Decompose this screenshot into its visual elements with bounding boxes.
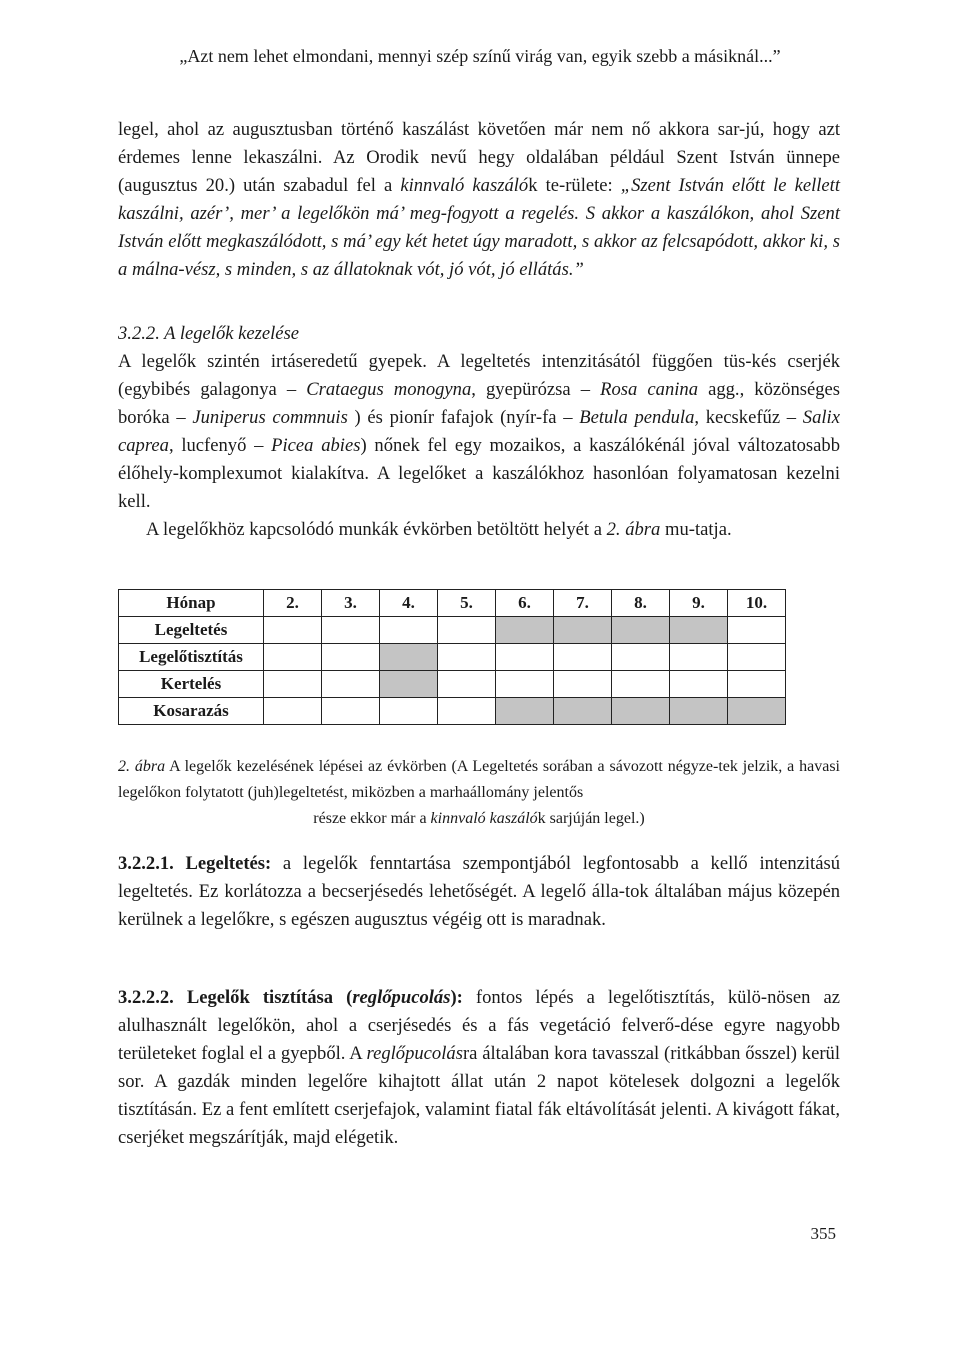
text: A legelők szintén irtáseredetű gyepek. A legeltetés intenzitásától függően tüs-kés cserjék (egybibés galagonya – [118,351,840,400]
section-number: 3.2.2.1. [118,853,174,874]
page-number: 355 [810,1224,836,1243]
empty-month-cell [322,617,380,644]
empty-month-cell [554,644,612,671]
empty-month-cell [728,671,786,698]
figure-caption [118,754,840,832]
empty-month-cell [438,617,496,644]
empty-month-cell [612,644,670,671]
term-text: Legelők tisztítása ( [186,987,353,1008]
empty-month-cell [322,698,380,725]
section-3-2-2 [118,320,840,544]
row-label: Legeltetés [119,617,264,644]
text: mu-tatja. [660,519,732,540]
filled-month-cell [496,698,554,725]
table-row [119,617,786,644]
empty-month-cell [612,671,670,698]
text: , gyepürózsa – [471,379,601,400]
italic-term: kinnvaló kaszáló [430,810,538,827]
empty-month-cell [438,698,496,725]
species-name: Salix caprea [118,407,840,456]
filled-month-cell [670,698,728,725]
figure-label: 2. ábra [118,758,166,775]
filled-month-cell [612,698,670,725]
table-row [119,671,786,698]
figure-ref: 2. ábra [606,519,661,540]
text: agg., közönséges boróka – [118,379,841,428]
month-header-cell: 6. [496,590,554,617]
section-3-2-2-2 [118,984,840,1152]
empty-month-cell [670,671,728,698]
text: legel, ahol az augusztusban történő kaszálást követően már nem nő akkora sar-jú, hogy azt érdemes lenne lekaszálni. Az Orodik nevű hegy oldalában például Szent István ünnepe (augusztus 20.) után szabadul fel a [118,119,840,196]
empty-month-cell [322,671,380,698]
header-cell-month: Hónap [119,590,264,617]
empty-month-cell [496,644,554,671]
quote: „Szent István előtt le kellett kaszálni, azér’, mer’ a legelőkön má’ meg-fogyott a regelés. S akkor a kaszálókon, ahol Szent István előtt megkaszálódott, s má’ egy két hetet úgy maradott, s akkor az felcsapódott, akkor ki, s a málna-vész, s minden, s az állatoknak vót, jó vót, jó ellátás.” [118,175,840,280]
row-label: Kosarazás [119,698,264,725]
paragraph-intro [118,116,840,284]
empty-month-cell [264,671,322,698]
caption-text: k sarjúján legel.) [537,810,645,827]
filled-month-cell [612,617,670,644]
table-row [119,698,786,725]
text: ) nőnek fel egy mozaikos, a kaszálókénál jóval változatosabb élőhely-komplexumot kialakítva. A legelőket a kaszálókhoz hasonlóan folyamatosan kezelni kell. [118,435,840,512]
filled-month-cell [670,617,728,644]
row-label: Legelőtisztítás [119,644,264,671]
filled-month-cell [554,617,612,644]
month-header-cell: 10. [728,590,786,617]
text: , lucfenyő – [168,435,272,456]
species-name: Picea abies [271,435,361,456]
filled-month-cell [496,617,554,644]
filled-month-cell [728,698,786,725]
filled-month-cell [380,671,438,698]
month-header-cell: 3. [322,590,380,617]
month-header-cell: 8. [612,590,670,617]
italic-term: reglőpucolás [366,1043,463,1064]
filled-month-cell [554,698,612,725]
empty-month-cell [380,617,438,644]
caption-text: A legelők kezelésének lépései az évkörben (A Legeltetés sorában a sávozott négyze-tek jelzik, a havasi legelőkon folytatott (juh)legeltetést, miközben a marhaállomány jelentős [118,758,840,801]
text: A legelőkhöz kapcsolódó munkák évkörben betöltött helyét a [146,519,607,540]
text: fontos lépés a legelőtisztítás, külö-nösen az alulhasznált legelőkön, ahol a cserjésedés és a fás vegetáció felverő-dése egyre nagyobb területeket foglal el a gyepből. A [118,987,840,1064]
empty-month-cell [670,644,728,671]
empty-month-cell [496,671,554,698]
italic-term: reglőpucolás [352,987,451,1008]
caption-text: része ekkor már a [313,810,431,827]
species-name: Juniperus commnuis [192,407,348,428]
month-header-cell: 2. [264,590,322,617]
empty-month-cell [438,671,496,698]
running-header: „Azt nem lehet elmondani, mennyi szép színű virág van, egyik szebb a másiknál...” [179,46,781,66]
italic-term: kinnvaló kaszáló [400,175,529,196]
section-term [187,987,463,1008]
filled-month-cell [380,644,438,671]
empty-month-cell [380,698,438,725]
text: ra általában kora tavasszal (ritkábban ősszel) kerül sor. A gazdák minden legelőre kihajtott állat után 2 napot kötelesek dolgozni a legelők tisztításán. Ez a fent említett cserjefajok, valamint fiatal fák eltávolítását jelenti. A kivágott fákat, cserjéket megszárítják, majd elégetik. [118,1043,840,1148]
empty-month-cell [322,644,380,671]
text: k te-rülete: [528,175,621,196]
month-header-cell: 7. [554,590,612,617]
table-row [119,644,786,671]
empty-month-cell [264,644,322,671]
section-number: 3.2.2.2. [118,987,174,1008]
empty-month-cell [264,698,322,725]
species-name: Crataegus monogyna [306,379,472,400]
empty-month-cell [728,617,786,644]
empty-month-cell [264,617,322,644]
empty-month-cell [728,644,786,671]
month-header-cell: 9. [670,590,728,617]
section-3-2-2-1 [118,850,840,934]
section-heading: 3.2.2. A legelők kezelése [118,323,300,344]
month-header-cell: 4. [380,590,438,617]
species-name: Betula pendula [579,407,695,428]
empty-month-cell [438,644,496,671]
text: ) és pionír fafajok (nyír-fa – [347,407,580,428]
text: , kecskefűz – [694,407,803,428]
management-calendar-table [118,589,786,725]
empty-month-cell [554,671,612,698]
species-name: Rosa canina [600,379,698,400]
text: a legelők fenntartása szempontjából legfontosabb a kellő intenzitású legeltetés. Ez korlátozza a becserjésedés lehetőségét. A legelő álla-tok általában május közepén kerülnek a legelőkre, s egészen augusztus végéig ott is maradnak. [118,853,840,930]
section-term: Legeltetés: [185,853,272,874]
term-text: ): [450,987,463,1008]
table-header-row [119,590,786,617]
row-label: Kertelés [119,671,264,698]
month-header-cell: 5. [438,590,496,617]
